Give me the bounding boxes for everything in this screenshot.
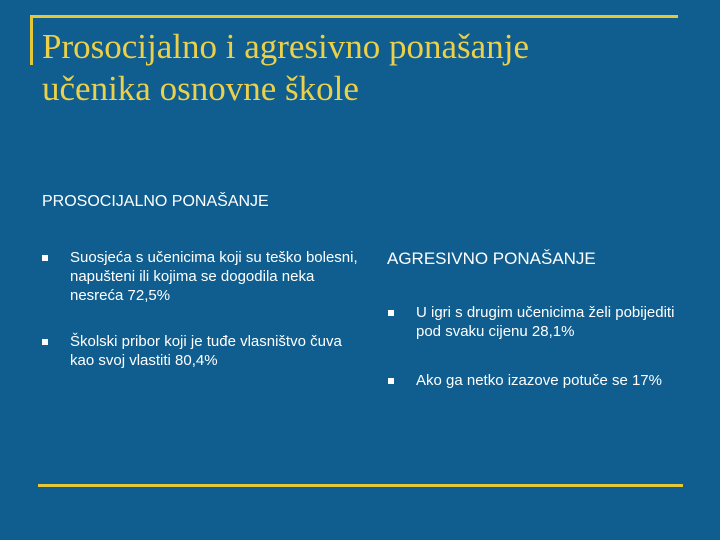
prosocial-heading: PROSOCIJALNO PONAŠANJE: [42, 193, 269, 210]
list-item: [42, 248, 362, 305]
slide-title: [42, 26, 682, 110]
list-item: [388, 371, 698, 390]
prosocial-item-1-text: Suosjeća s učenicima koji su teško bolesni, napušteni ili kojima se dogodila neka nesreća 72,5%: [70, 249, 358, 304]
prosocial-list: [42, 248, 362, 397]
square-bullet-icon: [388, 378, 394, 384]
aggressive-item-2-text: Ako ga netko izazove potuče se 17%: [416, 372, 662, 389]
prosocial-item-2-text: Školski pribor koji je tuđe vlasništvo čuva kao svoj vlastiti 80,4%: [70, 333, 342, 369]
slide-title-line-1: Prosocijalno i agresivno ponašanje: [42, 27, 529, 66]
aggressive-heading: AGRESIVNO PONAŠANJE: [387, 249, 596, 268]
list-item: [388, 303, 698, 341]
bottom-border-line: [38, 484, 683, 487]
aggressive-list: [388, 303, 698, 420]
aggressive-item-1-text: U igri s drugim učenicima želi pobijediti pod svaku cijenu 28,1%: [416, 304, 675, 340]
square-bullet-icon: [388, 310, 394, 316]
square-bullet-icon: [42, 339, 48, 345]
left-border-line: [30, 15, 33, 65]
list-item: [42, 332, 362, 370]
top-border-line: [30, 15, 678, 18]
slide-title-line-2: učenika osnovne škole: [42, 69, 359, 108]
square-bullet-icon: [42, 255, 48, 261]
